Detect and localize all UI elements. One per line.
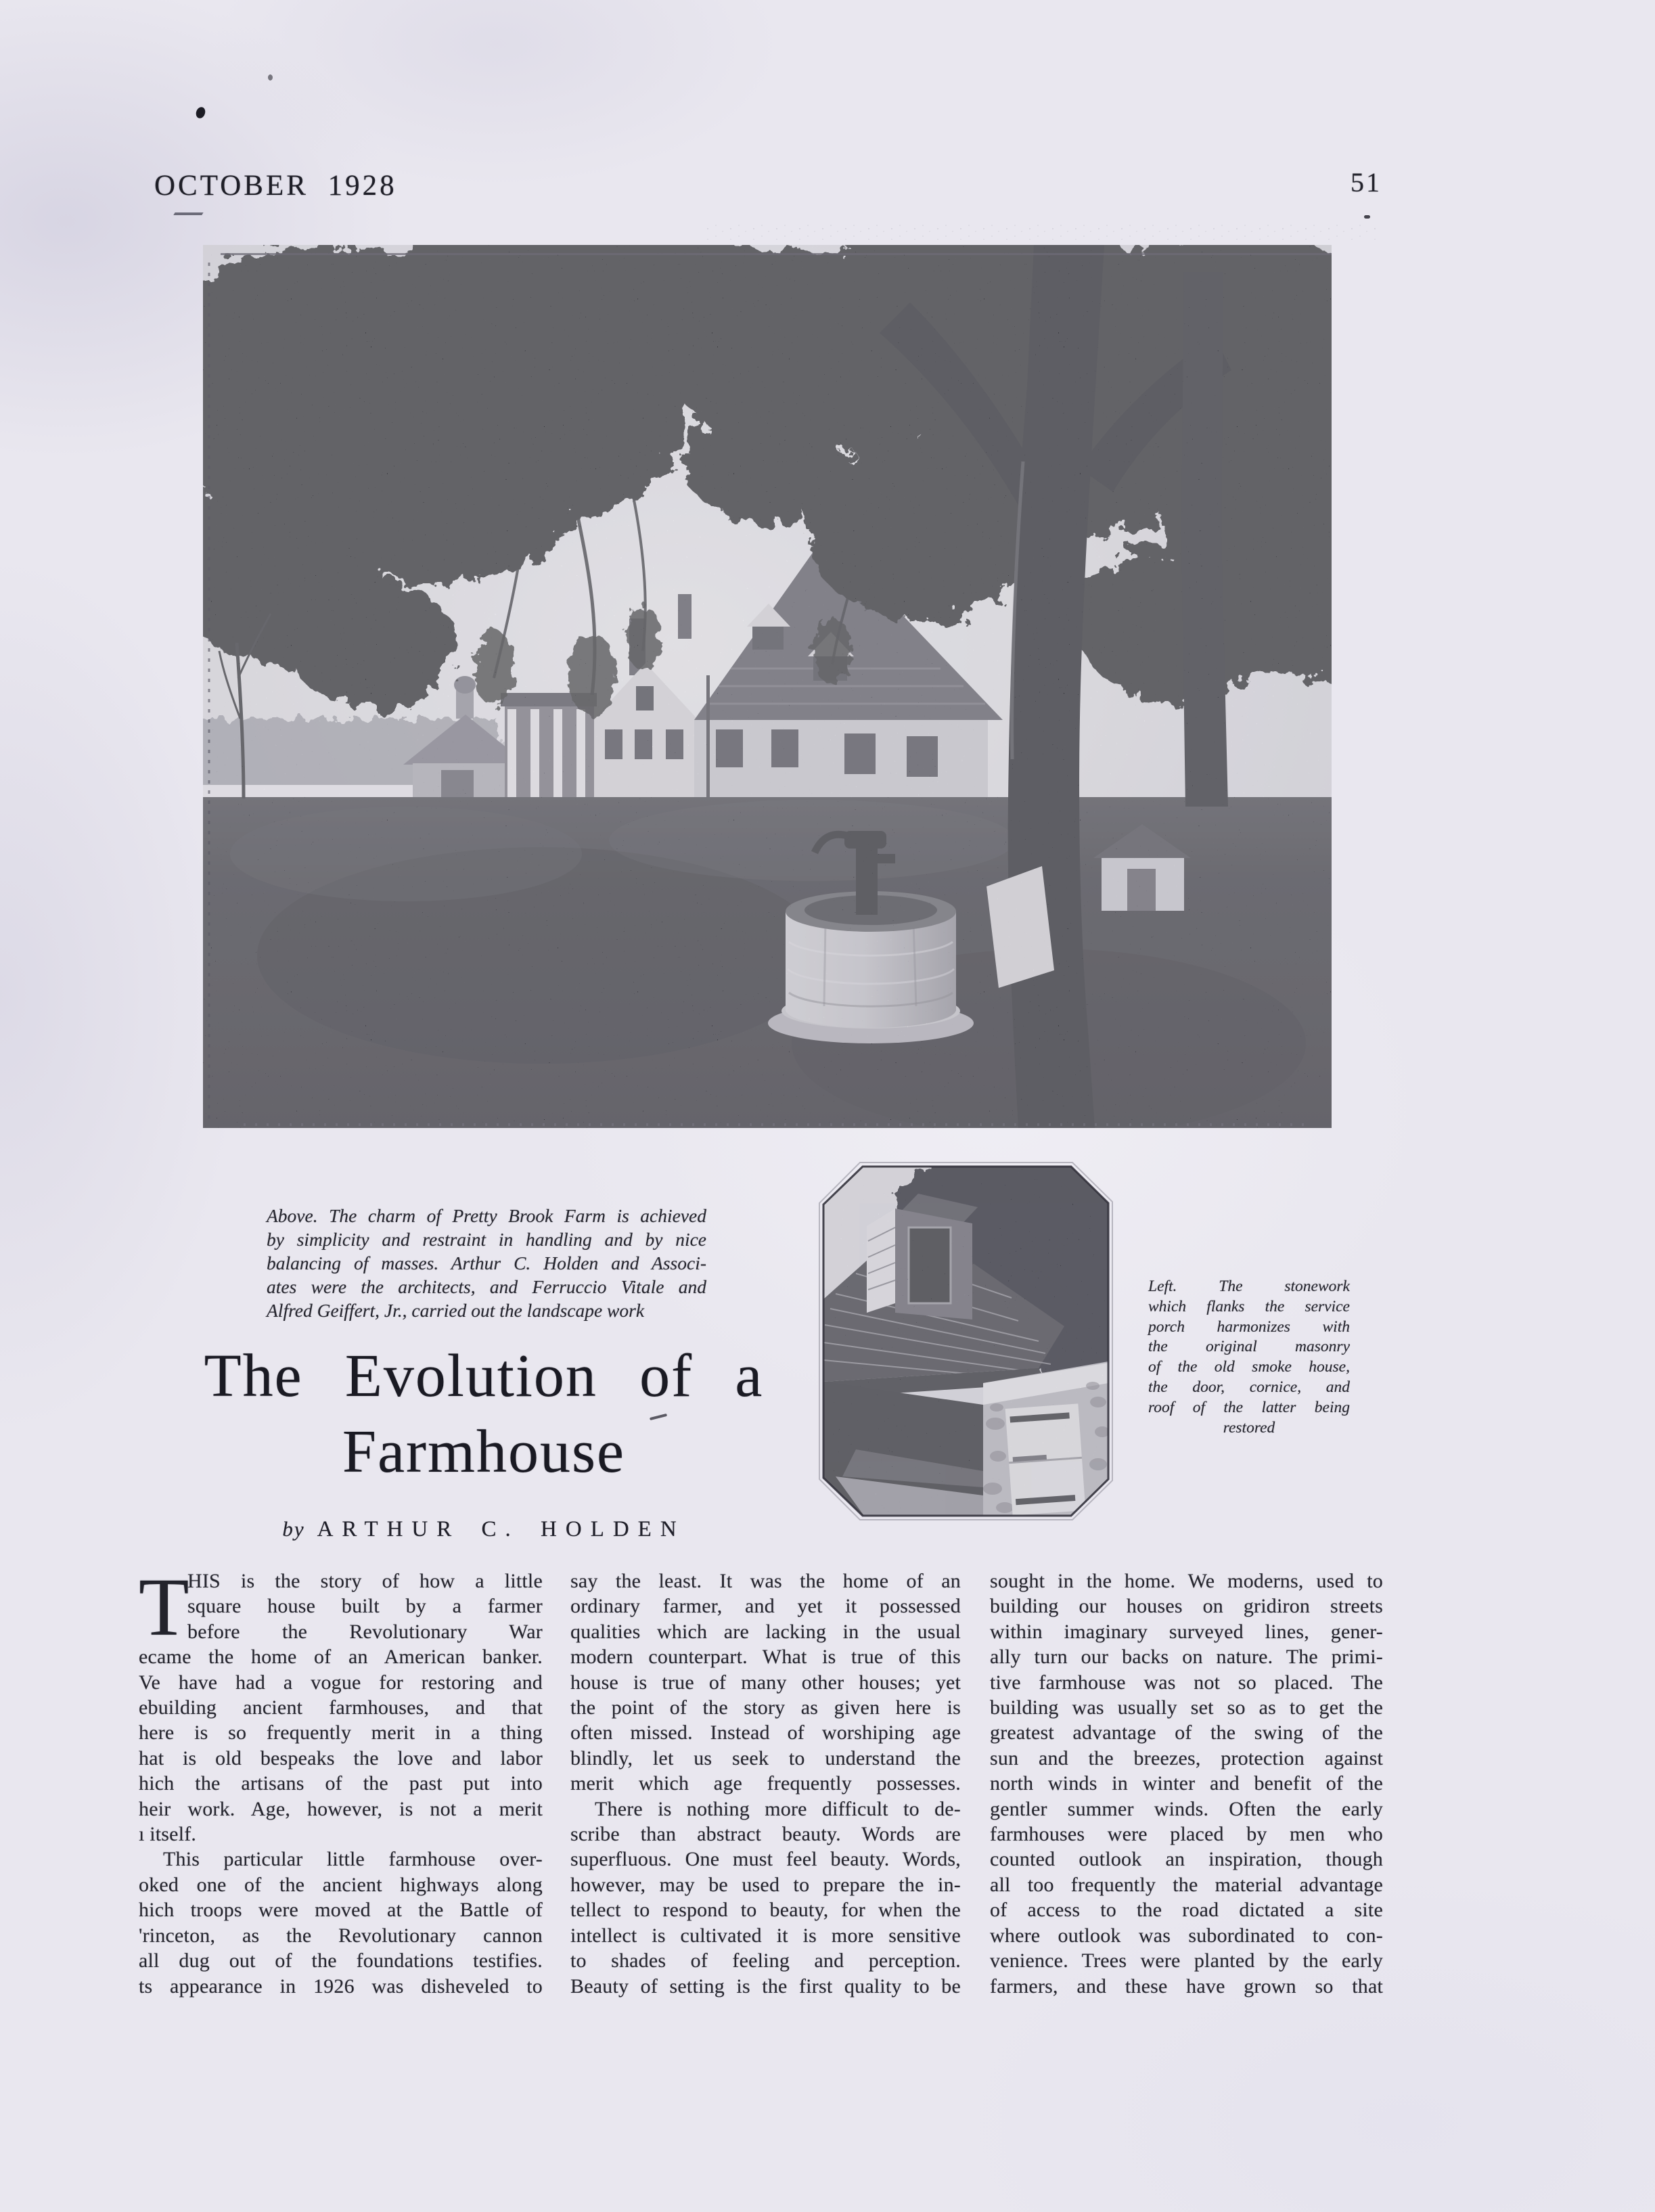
- smokehouse-photo: [815, 1158, 1116, 1524]
- body-line: farmhouses were placed by men who: [990, 1823, 1383, 1846]
- body-line: the point of the story as given here is: [570, 1696, 961, 1719]
- body-line: Ve have had a vogue for restoring and: [139, 1671, 543, 1694]
- body-line: north winds in winter and benefit of the: [990, 1772, 1383, 1795]
- body-column-3: [990, 1568, 1383, 1999]
- body-line: all too frequently the material advantage: [990, 1873, 1383, 1896]
- body-line: ts appearance in 1926 was disheveled to: [139, 1974, 543, 1997]
- body-line: HIS is the story of how a little: [187, 1570, 543, 1592]
- body-line: all dug out of the foundations testifies.: [139, 1949, 543, 1972]
- text-line: which flanks the service: [1148, 1297, 1350, 1315]
- scan-noise: [704, 223, 1380, 240]
- side-photo-caption: [1148, 1277, 1350, 1438]
- issue-date: OCTOBER 1928: [154, 170, 397, 202]
- grain-dark: [815, 1158, 1116, 1524]
- body-line: modern counterpart. What is true of this: [570, 1646, 961, 1669]
- body-line: ecame the home of an American banker.: [139, 1646, 543, 1669]
- article-header: [166, 1338, 802, 1542]
- body-line: 'rinceton, as the Revolutionary cannon: [139, 1924, 543, 1947]
- text-line: ates were the architects, and Ferruccio Vitale and: [267, 1276, 706, 1297]
- drop-cap: T: [139, 1562, 189, 1653]
- text-line: the original masonry: [1148, 1338, 1350, 1356]
- body-line: hich the artisans of the past put into: [139, 1772, 543, 1795]
- body-line: within imaginary surveyed lines, gener-: [990, 1620, 1383, 1643]
- body-line: ordinary farmer, and yet it possessed: [570, 1595, 961, 1618]
- body-line: blindly, let us seek to understand the: [570, 1746, 961, 1769]
- body-line: merit which age frequently possesses.: [570, 1772, 961, 1795]
- body-line: square house built by a farmer: [187, 1595, 543, 1618]
- body-line: tive farmhouse was not so placed. The: [990, 1671, 1383, 1694]
- body-line: tellect to respond to beauty, for when the: [570, 1899, 961, 1922]
- body-line: ally turn our backs on nature. The primi-: [990, 1646, 1383, 1669]
- body-line: however, may be used to prepare the in-: [570, 1873, 961, 1896]
- text-line: balancing of masses. Arthur C. Holden and Associ-: [267, 1252, 706, 1273]
- smokehouse-scene: [815, 1158, 1116, 1524]
- body-line: say the least. It was the home of an: [570, 1570, 961, 1592]
- body-line: Beauty of setting is the first quality to be: [570, 1974, 961, 1997]
- body-line: This particular little farmhouse over-: [163, 1848, 543, 1871]
- body-column-2: [570, 1568, 961, 1999]
- body-column-1: [139, 1562, 543, 1999]
- body-line: heir work. Age, however, is not a merit: [139, 1797, 543, 1820]
- body-line: of access to the road dictated a site: [990, 1899, 1383, 1922]
- body-line: sought in the home. We moderns, used to: [990, 1570, 1383, 1592]
- body-line: superfluous. One must feel beauty. Words,: [570, 1848, 961, 1871]
- body-line: hat is old bespeaks the love and labor: [139, 1746, 543, 1769]
- body-line: gentler summer winds. Often the early: [990, 1797, 1383, 1820]
- grain-dark: [203, 245, 1332, 1128]
- article-title-line1: The Evolution of a: [204, 1342, 764, 1409]
- farmhouse-photo-art: [203, 245, 1332, 1128]
- page-number: 51: [1351, 167, 1382, 198]
- scan-speck: [194, 106, 206, 119]
- text-line: Left. The stonework: [1148, 1278, 1350, 1295]
- body-line: to shades of feeling and perception.: [570, 1949, 961, 1972]
- body-line: scribe than abstract beauty. Words are: [570, 1823, 961, 1846]
- byline-author: ARTHUR C. HOLDEN: [317, 1517, 685, 1541]
- text-line: of the old smoke house,: [1148, 1358, 1350, 1376]
- text-line: porch harmonizes with: [1148, 1317, 1350, 1336]
- smokehouse-photo-art: [815, 1158, 1116, 1524]
- scan-speck: [268, 74, 273, 81]
- byline: [166, 1517, 802, 1542]
- article-title-line2: Farmhouse: [342, 1418, 625, 1485]
- text-line: by simplicity and restraint in handling and by nice: [267, 1229, 706, 1250]
- body-line: building was usually set so as to get the: [990, 1696, 1383, 1719]
- body-line: There is nothing more difficult to de-: [595, 1797, 961, 1820]
- text-line: the door, cornice, and: [1148, 1378, 1350, 1396]
- body-line: greatest advantage of the swing of the: [990, 1721, 1383, 1744]
- frame-line-top: [221, 253, 1332, 255]
- body-line: house is true of many other houses; yet: [570, 1671, 961, 1694]
- byline-prefix: by: [282, 1517, 305, 1541]
- body-line: qualities which are lacking in the usual: [570, 1620, 961, 1643]
- body-line: venience. Trees were planted by the early: [990, 1949, 1383, 1972]
- farmhouse-photo: [203, 245, 1332, 1128]
- body-line: sun and the breezes, protection against: [990, 1746, 1383, 1769]
- body-line: here is so frequently merit in a thing: [139, 1721, 543, 1744]
- text-line: roof of the latter being: [1148, 1398, 1350, 1416]
- body-line: where outlook was subordinated to con-: [990, 1924, 1383, 1947]
- body-line: intellect is cultivated it is more sensitive: [570, 1924, 961, 1947]
- text-line: restored: [1223, 1418, 1275, 1437]
- text-line: Alfred Geiffert, Jr., carried out the landscape work: [267, 1300, 645, 1321]
- body-line: before the Revolutionary War: [187, 1620, 543, 1643]
- body-line: counted outlook an inspiration, though: [990, 1848, 1383, 1871]
- body-line: ebuilding ancient farmhouses, and that: [139, 1696, 543, 1719]
- text-line: Above. The charm of Pretty Brook Farm is achieved: [267, 1205, 706, 1226]
- body-line: often missed. Instead of worshiping age: [570, 1721, 961, 1744]
- body-line: hich troops were moved at the Battle of: [139, 1899, 543, 1922]
- body-line: farmers, and these have grown so that: [990, 1974, 1383, 1997]
- scan-mark: [171, 212, 203, 219]
- scan-speck: [1364, 215, 1370, 219]
- main-photo-caption: [267, 1204, 706, 1322]
- body-line: building our houses on gridiron streets: [990, 1595, 1383, 1618]
- body-line: ı itself.: [139, 1823, 197, 1846]
- body-line: oked one of the ancient highways along: [139, 1873, 543, 1896]
